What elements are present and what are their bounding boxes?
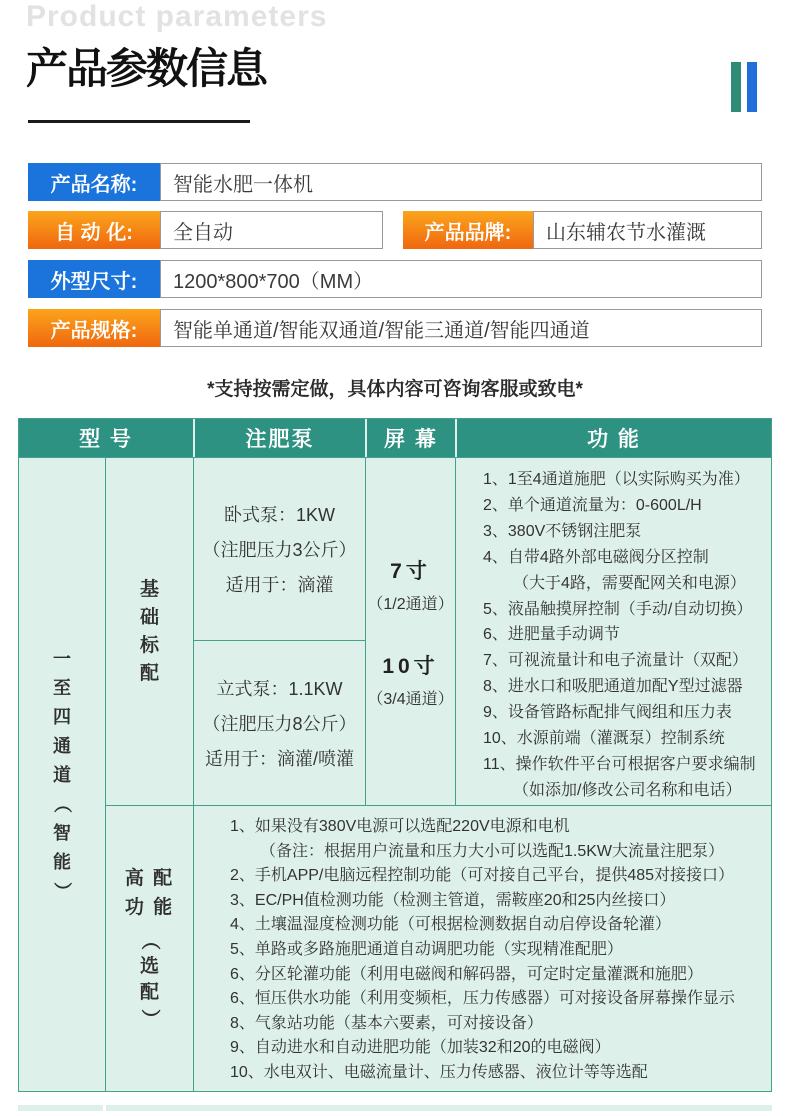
pump-vertical-cell	[193, 640, 365, 805]
premium-config-line: 功 能	[124, 897, 175, 918]
function-item-line: 11、操作软件平台可根据客户要求编制	[483, 755, 756, 773]
brand-label: 产品品牌:	[403, 211, 533, 249]
function-item-line: 7、可视流量计和电子流量计（双配）	[483, 652, 748, 670]
premium-config-line: 高 配	[124, 868, 175, 889]
base-config-char: 配	[139, 663, 159, 684]
base-config-char: 础	[139, 607, 159, 628]
pump-spec-line: 立式泵：1.1KW	[216, 679, 343, 699]
spec-row-product-name	[28, 163, 762, 201]
spec-row-automation-brand	[28, 211, 762, 249]
base-config-cell	[105, 457, 193, 805]
function-item-line: 4、土壤温湿度检测功能（可根据检测数据自动启停设备轮灌）	[230, 916, 671, 934]
accent-bar-blue	[747, 62, 757, 112]
function-item-line: 6、分区轮灌功能（利用电磁阀和解码器，可定时定量灌溉和施肥）	[230, 965, 703, 983]
base-function-list	[455, 457, 771, 805]
function-item-line: 5、单路或多路施肥通道自动调肥功能（实现精准配肥）	[230, 940, 623, 958]
model-vertical-label	[19, 458, 105, 1091]
model-char: 道	[53, 764, 71, 785]
dimensions-label: 外型尺寸:	[28, 260, 160, 298]
function-item-line: 2、手机APP/电脑远程控制功能（可对接自己平台，提供485对接接口）	[230, 867, 735, 885]
premium-config-vertical-label	[106, 806, 193, 1091]
model-bracket: （	[52, 794, 72, 813]
screen-channels: （1/2通道）	[367, 595, 454, 613]
base-config-char: 标	[139, 635, 159, 656]
function-item-line: 4、自带4路外部电磁阀分区控制	[483, 548, 709, 566]
spec-row-specification	[28, 309, 762, 347]
function-item-line: （如添加/修改公司名称和电话）	[513, 781, 742, 799]
function-item-line: 3、EC/PH值检测功能（检测主管道，需鞍座20和25内丝接口）	[230, 891, 676, 909]
premium-config-bracket: （	[138, 930, 160, 951]
pump-spec-line: 适用于：滴灌	[225, 575, 334, 595]
premium-function-list	[193, 805, 771, 1091]
pump-horizontal-cell	[193, 457, 365, 640]
function-item-line: 10、水电双计、电磁流量计、压力传感器、液位计等等选配	[230, 1063, 648, 1081]
pump-spec-line: （注肥压力8公斤）	[202, 714, 357, 734]
specification-label: 产品规格:	[28, 309, 160, 347]
col-header-pump: 注肥泵	[193, 419, 365, 457]
function-item-line: 10、水源前端（灌溉泵）控制系统	[483, 730, 725, 748]
screen-cell	[365, 457, 455, 805]
header-subtitle-en: Product parameters	[26, 0, 328, 33]
brand-value: 山东辅农节水灌溉	[533, 211, 762, 249]
function-item-line: 9、自动进水和自动进肥功能（加装32和20的电磁阀）	[230, 1039, 611, 1057]
product-name-value: 智能水肥一体机	[160, 163, 762, 201]
pump-spec-line: 卧式泵：1KW	[223, 505, 335, 525]
premium-config-bracket: ）	[138, 1008, 160, 1029]
base-config-char: 基	[139, 579, 159, 600]
automation-value: 全自动	[160, 211, 383, 249]
automation-label: 自 动 化:	[28, 211, 160, 249]
function-item-line: 8、进水口和吸肥通道加配Y型过滤器	[483, 678, 743, 696]
col-header-function: 功 能	[455, 419, 771, 457]
premium-config-cell	[105, 805, 193, 1091]
page-title: 产品参数信息	[26, 45, 267, 92]
premium-config-char: 选	[139, 956, 159, 977]
model-cell	[19, 457, 105, 1091]
pump-spec-line: 适用于：滴灌/喷灌	[204, 749, 354, 769]
model-char: 至	[53, 677, 71, 698]
spec-table	[18, 418, 772, 1092]
pump-spec-line: （注肥压力3公斤）	[202, 540, 357, 560]
spec-rows	[28, 163, 762, 358]
function-item-line: （备注：根据用户流量和压力大小可以选配1.5KW大流量注肥泵）	[260, 842, 725, 860]
screen-size: 10寸	[382, 654, 439, 678]
next-section-edge	[18, 1105, 772, 1111]
screen-size: 7寸	[390, 559, 431, 583]
product-name-label: 产品名称:	[28, 163, 160, 201]
function-item-line: 5、液晶触摸屏控制（手动/自动切换）	[483, 600, 753, 618]
function-item-line: 6、进肥量手动调节	[483, 626, 620, 644]
function-item-line: 3、380V不锈钢注肥泵	[483, 522, 642, 540]
function-item-line: 9、设备管路标配排气阀组和压力表	[483, 704, 732, 722]
pump-horizontal-spec	[194, 458, 365, 640]
function-item-line: 2、单个通道流量为：0-600L/H	[483, 496, 702, 514]
screen-channels: （3/4通道）	[367, 690, 454, 708]
model-char: 一	[53, 648, 71, 669]
function-item-line: （大于4路，需要配网关和电源）	[513, 574, 746, 592]
accent-bar-teal	[731, 62, 741, 112]
premium-config-char: 配	[139, 982, 159, 1003]
model-char: 能	[53, 851, 71, 872]
specification-value: 智能单通道/智能双通道/智能三通道/智能四通道	[160, 309, 762, 347]
title-underline	[28, 120, 250, 123]
screen-option-10inch	[367, 650, 453, 709]
col-header-model: 型 号	[19, 419, 193, 457]
base-config-vertical-label	[106, 458, 193, 805]
customization-note: *支持按需定做，具体内容可咨询客服或致电*	[207, 379, 583, 400]
function-item-line: 8、气象站功能（基本六要素，可对接设备）	[230, 1014, 543, 1032]
function-item-line: 1、如果没有380V电源可以选配220V电源和电机	[230, 818, 570, 835]
function-item-line: 1、1至4通道施肥（以实际购买为准）	[483, 471, 750, 488]
col-header-screen: 屏 幕	[365, 419, 455, 457]
spec-row-dimensions	[28, 260, 762, 298]
model-char: 智	[53, 822, 71, 843]
pump-vertical-spec	[194, 641, 365, 805]
dimensions-value: 1200*800*700（MM）	[160, 260, 762, 298]
model-char: 四	[53, 706, 71, 727]
screen-options	[366, 458, 455, 805]
model-bracket: ）	[52, 881, 72, 900]
function-item-line: 6、恒压供水功能（利用变频柜，压力传感器）可对接设备屏幕操作显示	[230, 990, 735, 1008]
model-char: 通	[53, 735, 71, 756]
row-spacer	[383, 211, 403, 249]
premium-config-optional	[140, 931, 159, 1028]
screen-option-7inch	[367, 555, 453, 614]
